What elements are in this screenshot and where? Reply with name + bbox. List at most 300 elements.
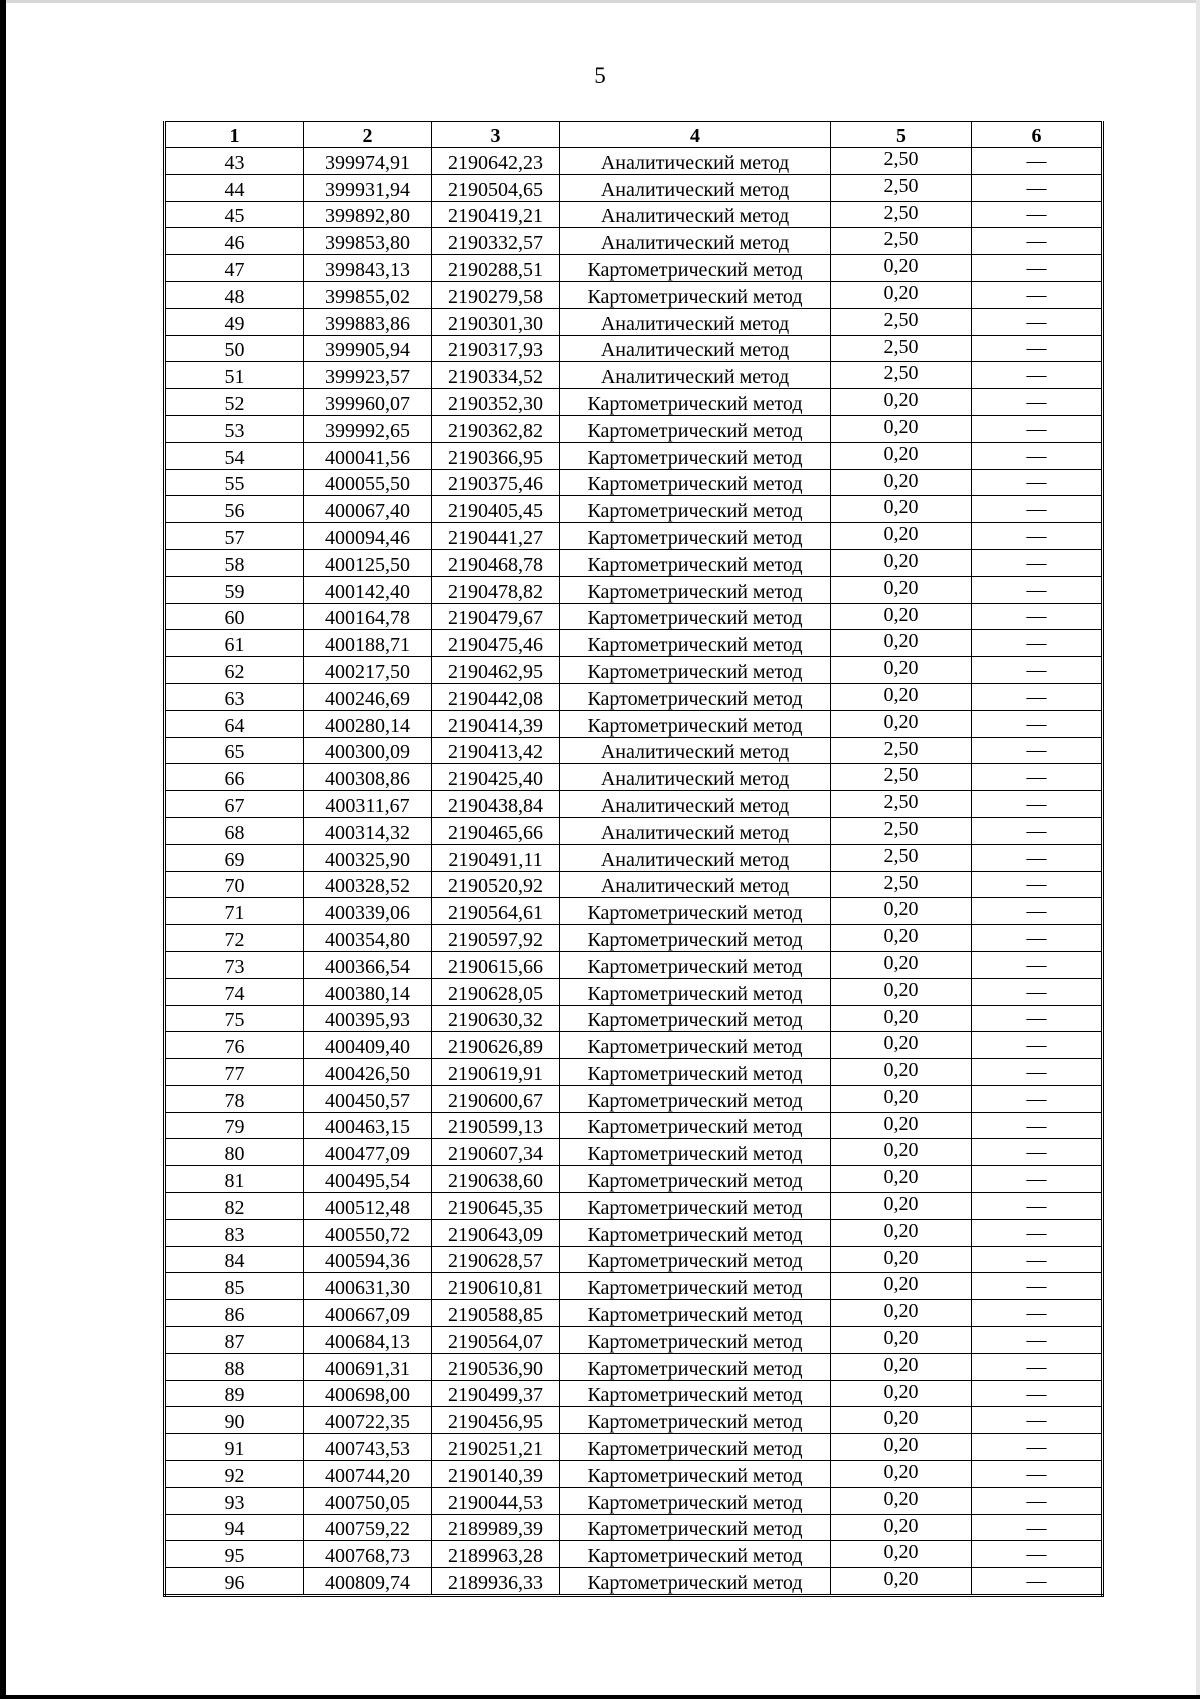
point-number-cell: 91 (165, 1434, 304, 1461)
scan-right-border (1196, 0, 1200, 1699)
y-coordinate-cell: 2190520,92 (432, 871, 560, 898)
x-coordinate-cell: 399960,07 (304, 389, 432, 416)
x-coordinate-cell: 400631,30 (304, 1273, 432, 1300)
point-number-cell: 69 (165, 844, 304, 871)
note-cell: — (972, 1487, 1103, 1514)
x-coordinate-cell: 399853,80 (304, 228, 432, 255)
method-cell: Аналитический метод (560, 844, 831, 871)
method-cell: Аналитический метод (560, 335, 831, 362)
y-coordinate-cell: 2190499,37 (432, 1380, 560, 1407)
note-cell: — (972, 1300, 1103, 1327)
y-coordinate-cell: 2190588,85 (432, 1300, 560, 1327)
point-number-cell: 46 (165, 228, 304, 255)
y-coordinate-cell: 2190597,92 (432, 925, 560, 952)
point-number-cell: 54 (165, 442, 304, 469)
method-cell: Картометрический метод (560, 1327, 831, 1354)
x-coordinate-cell: 399855,02 (304, 281, 432, 308)
y-coordinate-cell: 2190462,95 (432, 657, 560, 684)
accuracy-cell: 0,20 (831, 523, 972, 550)
note-cell: — (972, 1541, 1103, 1568)
note-cell: — (972, 469, 1103, 496)
x-coordinate-cell: 400409,40 (304, 1032, 432, 1059)
point-number-cell: 88 (165, 1353, 304, 1380)
x-coordinate-cell: 400512,48 (304, 1193, 432, 1220)
y-coordinate-cell: 2190441,27 (432, 523, 560, 550)
table-row (165, 1300, 1103, 1327)
note-cell: — (972, 1273, 1103, 1300)
accuracy-cell: 2,50 (831, 148, 972, 175)
note-cell: — (972, 871, 1103, 898)
method-cell: Аналитический метод (560, 148, 831, 175)
point-number-cell: 79 (165, 1112, 304, 1139)
accuracy-cell: 0,20 (831, 683, 972, 710)
accuracy-cell: 0,20 (831, 898, 972, 925)
point-number-cell: 80 (165, 1139, 304, 1166)
note-cell: — (972, 308, 1103, 335)
table-row (165, 1193, 1103, 1220)
x-coordinate-cell: 399883,86 (304, 308, 432, 335)
table-row (165, 1568, 1103, 1596)
scan-top-shade (0, 0, 1200, 3)
note-cell: — (972, 1514, 1103, 1541)
table-row (165, 1541, 1103, 1568)
x-coordinate-cell: 400495,54 (304, 1166, 432, 1193)
coordinates-table (163, 121, 1104, 1597)
method-cell: Картометрический метод (560, 978, 831, 1005)
method-cell: Картометрический метод (560, 1273, 831, 1300)
y-coordinate-cell: 2190044,53 (432, 1487, 560, 1514)
table-row (165, 1112, 1103, 1139)
point-number-cell: 92 (165, 1461, 304, 1488)
point-number-cell: 96 (165, 1568, 304, 1596)
table-row (165, 1246, 1103, 1273)
y-coordinate-cell: 2190442,08 (432, 683, 560, 710)
point-number-cell: 82 (165, 1193, 304, 1220)
table-row (165, 281, 1103, 308)
note-cell: — (972, 898, 1103, 925)
method-cell: Аналитический метод (560, 817, 831, 844)
accuracy-cell: 2,50 (831, 817, 972, 844)
accuracy-cell: 2,50 (831, 335, 972, 362)
accuracy-cell: 0,20 (831, 389, 972, 416)
table-row (165, 978, 1103, 1005)
table-row (165, 710, 1103, 737)
note-cell: — (972, 1380, 1103, 1407)
table-row (165, 657, 1103, 684)
accuracy-cell: 0,20 (831, 1380, 972, 1407)
table-row (165, 764, 1103, 791)
x-coordinate-cell: 400759,22 (304, 1514, 432, 1541)
y-coordinate-cell: 2190504,65 (432, 174, 560, 201)
x-coordinate-cell: 400809,74 (304, 1568, 432, 1596)
x-coordinate-cell: 400125,50 (304, 549, 432, 576)
method-cell: Картометрический метод (560, 549, 831, 576)
y-coordinate-cell: 2190628,05 (432, 978, 560, 1005)
method-cell: Картометрический метод (560, 1380, 831, 1407)
note-cell: — (972, 657, 1103, 684)
point-number-cell: 76 (165, 1032, 304, 1059)
point-number-cell: 72 (165, 925, 304, 952)
table-row (165, 603, 1103, 630)
y-coordinate-cell: 2190456,95 (432, 1407, 560, 1434)
y-coordinate-cell: 2190140,39 (432, 1461, 560, 1488)
method-cell: Картометрический метод (560, 603, 831, 630)
accuracy-cell: 0,20 (831, 1005, 972, 1032)
method-cell: Картометрический метод (560, 496, 831, 523)
x-coordinate-cell: 400594,36 (304, 1246, 432, 1273)
note-cell: — (972, 1568, 1103, 1596)
x-coordinate-cell: 400354,80 (304, 925, 432, 952)
point-number-cell: 56 (165, 496, 304, 523)
accuracy-cell: 0,20 (831, 255, 972, 282)
point-number-cell: 77 (165, 1059, 304, 1086)
point-number-cell: 51 (165, 362, 304, 389)
table-row (165, 362, 1103, 389)
table-row (165, 1487, 1103, 1514)
method-cell: Картометрический метод (560, 1407, 831, 1434)
method-cell: Картометрический метод (560, 415, 831, 442)
y-coordinate-cell: 2190301,30 (432, 308, 560, 335)
x-coordinate-cell: 400328,52 (304, 871, 432, 898)
table-header-row (165, 122, 1103, 148)
method-cell: Аналитический метод (560, 228, 831, 255)
accuracy-cell: 2,50 (831, 871, 972, 898)
accuracy-cell: 0,20 (831, 1568, 972, 1596)
table-row (165, 1005, 1103, 1032)
note-cell: — (972, 978, 1103, 1005)
accuracy-cell: 2,50 (831, 308, 972, 335)
table-row (165, 844, 1103, 871)
y-coordinate-cell: 2190438,84 (432, 791, 560, 818)
point-number-cell: 81 (165, 1166, 304, 1193)
method-cell: Картометрический метод (560, 1541, 831, 1568)
table-row (165, 174, 1103, 201)
note-cell: — (972, 255, 1103, 282)
page-number: 5 (594, 63, 606, 88)
note-cell: — (972, 1434, 1103, 1461)
y-coordinate-cell: 2189989,39 (432, 1514, 560, 1541)
x-coordinate-cell: 400691,31 (304, 1353, 432, 1380)
note-cell: — (972, 1219, 1103, 1246)
method-cell: Картометрический метод (560, 576, 831, 603)
accuracy-cell: 0,20 (831, 1085, 972, 1112)
point-number-cell: 74 (165, 978, 304, 1005)
y-coordinate-cell: 2190638,60 (432, 1166, 560, 1193)
accuracy-cell: 0,20 (831, 1166, 972, 1193)
note-cell: — (972, 1059, 1103, 1086)
note-cell: — (972, 389, 1103, 416)
point-number-cell: 87 (165, 1327, 304, 1354)
table-body (165, 148, 1103, 1596)
point-number-cell: 64 (165, 710, 304, 737)
method-cell: Картометрический метод (560, 1487, 831, 1514)
table-row (165, 228, 1103, 255)
x-coordinate-cell: 399931,94 (304, 174, 432, 201)
y-coordinate-cell: 2190645,35 (432, 1193, 560, 1220)
table-row (165, 201, 1103, 228)
table-row (165, 683, 1103, 710)
accuracy-cell: 2,50 (831, 362, 972, 389)
note-cell: — (972, 844, 1103, 871)
y-coordinate-cell: 2190491,11 (432, 844, 560, 871)
point-number-cell: 55 (165, 469, 304, 496)
y-coordinate-cell: 2190279,58 (432, 281, 560, 308)
x-coordinate-cell: 400314,32 (304, 817, 432, 844)
note-cell: — (972, 496, 1103, 523)
method-cell: Аналитический метод (560, 764, 831, 791)
table-row (165, 871, 1103, 898)
method-cell: Картометрический метод (560, 1059, 831, 1086)
accuracy-cell: 0,20 (831, 1219, 972, 1246)
method-cell: Картометрический метод (560, 1032, 831, 1059)
method-cell: Картометрический метод (560, 1112, 831, 1139)
method-cell: Аналитический метод (560, 201, 831, 228)
x-coordinate-cell: 399905,94 (304, 335, 432, 362)
table-row (165, 255, 1103, 282)
x-coordinate-cell: 400426,50 (304, 1059, 432, 1086)
y-coordinate-cell: 2190405,45 (432, 496, 560, 523)
table-row (165, 1434, 1103, 1461)
accuracy-cell: 2,50 (831, 844, 972, 871)
accuracy-cell: 0,20 (831, 496, 972, 523)
accuracy-cell: 0,20 (831, 1407, 972, 1434)
y-coordinate-cell: 2190599,13 (432, 1112, 560, 1139)
y-coordinate-cell: 2190600,67 (432, 1085, 560, 1112)
note-cell: — (972, 710, 1103, 737)
method-cell: Аналитический метод (560, 362, 831, 389)
note-cell: — (972, 1461, 1103, 1488)
point-number-cell: 47 (165, 255, 304, 282)
method-cell: Картометрический метод (560, 1085, 831, 1112)
x-coordinate-cell: 400477,09 (304, 1139, 432, 1166)
table-row (165, 1059, 1103, 1086)
x-coordinate-cell: 400380,14 (304, 978, 432, 1005)
y-coordinate-cell: 2190334,52 (432, 362, 560, 389)
note-cell: — (972, 1112, 1103, 1139)
note-cell: — (972, 630, 1103, 657)
table-row (165, 898, 1103, 925)
y-coordinate-cell: 2190607,34 (432, 1139, 560, 1166)
accuracy-cell: 0,20 (831, 978, 972, 1005)
point-number-cell: 95 (165, 1541, 304, 1568)
y-coordinate-cell: 2190478,82 (432, 576, 560, 603)
point-number-cell: 57 (165, 523, 304, 550)
x-coordinate-cell: 400067,40 (304, 496, 432, 523)
accuracy-cell: 2,50 (831, 764, 972, 791)
x-coordinate-cell: 400164,78 (304, 603, 432, 630)
note-cell: — (972, 1085, 1103, 1112)
note-cell: — (972, 1246, 1103, 1273)
table-row (165, 1461, 1103, 1488)
y-coordinate-cell: 2189936,33 (432, 1568, 560, 1596)
point-number-cell: 58 (165, 549, 304, 576)
y-coordinate-cell: 2190366,95 (432, 442, 560, 469)
method-cell: Аналитический метод (560, 174, 831, 201)
table-row (165, 549, 1103, 576)
accuracy-cell: 0,20 (831, 603, 972, 630)
point-number-cell: 86 (165, 1300, 304, 1327)
x-coordinate-cell: 400768,73 (304, 1541, 432, 1568)
table-row (165, 1139, 1103, 1166)
method-cell: Картометрический метод (560, 925, 831, 952)
point-number-cell: 45 (165, 201, 304, 228)
method-cell: Картометрический метод (560, 898, 831, 925)
method-cell: Картометрический метод (560, 255, 831, 282)
method-cell: Картометрический метод (560, 1005, 831, 1032)
x-coordinate-cell: 400300,09 (304, 737, 432, 764)
accuracy-cell: 0,20 (831, 1032, 972, 1059)
method-cell: Картометрический метод (560, 951, 831, 978)
accuracy-cell: 0,20 (831, 1487, 972, 1514)
y-coordinate-cell: 2190425,40 (432, 764, 560, 791)
y-coordinate-cell: 2190414,39 (432, 710, 560, 737)
x-coordinate-cell: 400308,86 (304, 764, 432, 791)
note-cell: — (972, 228, 1103, 255)
y-coordinate-cell: 2190332,57 (432, 228, 560, 255)
method-cell: Картометрический метод (560, 1166, 831, 1193)
table-row (165, 951, 1103, 978)
note-cell: — (972, 1032, 1103, 1059)
x-coordinate-cell: 400698,00 (304, 1380, 432, 1407)
accuracy-cell: 0,20 (831, 1327, 972, 1354)
table-row (165, 1273, 1103, 1300)
x-coordinate-cell: 400246,69 (304, 683, 432, 710)
y-coordinate-cell: 2190362,82 (432, 415, 560, 442)
method-cell: Картометрический метод (560, 523, 831, 550)
x-coordinate-cell: 400094,46 (304, 523, 432, 550)
y-coordinate-cell: 2189963,28 (432, 1541, 560, 1568)
column-header-2: 2 (304, 122, 432, 148)
note-cell: — (972, 1005, 1103, 1032)
column-header-5: 5 (831, 122, 972, 148)
accuracy-cell: 2,50 (831, 791, 972, 818)
point-number-cell: 89 (165, 1380, 304, 1407)
accuracy-cell: 0,20 (831, 951, 972, 978)
table-row (165, 1032, 1103, 1059)
column-header-3: 3 (432, 122, 560, 148)
method-cell: Картометрический метод (560, 710, 831, 737)
note-cell: — (972, 1327, 1103, 1354)
accuracy-cell: 0,20 (831, 1353, 972, 1380)
accuracy-cell: 0,20 (831, 1300, 972, 1327)
method-cell: Картометрический метод (560, 1246, 831, 1273)
table-row (165, 148, 1103, 175)
method-cell: Картометрический метод (560, 1193, 831, 1220)
x-coordinate-cell: 400055,50 (304, 469, 432, 496)
method-cell: Картометрический метод (560, 1353, 831, 1380)
method-cell: Картометрический метод (560, 281, 831, 308)
note-cell: — (972, 951, 1103, 978)
x-coordinate-cell: 400366,54 (304, 951, 432, 978)
point-number-cell: 83 (165, 1219, 304, 1246)
table-row (165, 496, 1103, 523)
point-number-cell: 66 (165, 764, 304, 791)
note-cell: — (972, 362, 1103, 389)
x-coordinate-cell: 400743,53 (304, 1434, 432, 1461)
table-row (165, 308, 1103, 335)
y-coordinate-cell: 2190626,89 (432, 1032, 560, 1059)
method-cell: Аналитический метод (560, 308, 831, 335)
table-row (165, 1380, 1103, 1407)
point-number-cell: 52 (165, 389, 304, 416)
accuracy-cell: 0,20 (831, 1193, 972, 1220)
scan-bottom-border (0, 1695, 1200, 1699)
method-cell: Картометрический метод (560, 630, 831, 657)
table-row (165, 335, 1103, 362)
x-coordinate-cell: 399892,80 (304, 201, 432, 228)
accuracy-cell: 0,20 (831, 710, 972, 737)
accuracy-cell: 2,50 (831, 201, 972, 228)
note-cell: — (972, 523, 1103, 550)
x-coordinate-cell: 399992,65 (304, 415, 432, 442)
accuracy-cell: 0,20 (831, 281, 972, 308)
accuracy-cell: 0,20 (831, 1139, 972, 1166)
note-cell: — (972, 683, 1103, 710)
point-number-cell: 50 (165, 335, 304, 362)
column-header-1: 1 (165, 122, 304, 148)
accuracy-cell: 0,20 (831, 1434, 972, 1461)
y-coordinate-cell: 2190536,90 (432, 1353, 560, 1380)
point-number-cell: 49 (165, 308, 304, 335)
method-cell: Аналитический метод (560, 871, 831, 898)
x-coordinate-cell: 400339,06 (304, 898, 432, 925)
accuracy-cell: 2,50 (831, 737, 972, 764)
column-header-4: 4 (560, 122, 831, 148)
point-number-cell: 68 (165, 817, 304, 844)
y-coordinate-cell: 2190630,32 (432, 1005, 560, 1032)
point-number-cell: 62 (165, 657, 304, 684)
note-cell: — (972, 576, 1103, 603)
table-row (165, 737, 1103, 764)
accuracy-cell: 0,20 (831, 549, 972, 576)
accuracy-cell: 0,20 (831, 925, 972, 952)
x-coordinate-cell: 400311,67 (304, 791, 432, 818)
note-cell: — (972, 603, 1103, 630)
table-row (165, 469, 1103, 496)
x-coordinate-cell: 400750,05 (304, 1487, 432, 1514)
note-cell: — (972, 174, 1103, 201)
accuracy-cell: 0,20 (831, 1541, 972, 1568)
x-coordinate-cell: 400667,09 (304, 1300, 432, 1327)
note-cell: — (972, 281, 1103, 308)
x-coordinate-cell: 400280,14 (304, 710, 432, 737)
note-cell: — (972, 764, 1103, 791)
point-number-cell: 65 (165, 737, 304, 764)
y-coordinate-cell: 2190352,30 (432, 389, 560, 416)
x-coordinate-cell: 400395,93 (304, 1005, 432, 1032)
table-row (165, 415, 1103, 442)
y-coordinate-cell: 2190468,78 (432, 549, 560, 576)
accuracy-cell: 0,20 (831, 576, 972, 603)
table-row (165, 1327, 1103, 1354)
point-number-cell: 75 (165, 1005, 304, 1032)
note-cell: — (972, 925, 1103, 952)
method-cell: Картометрический метод (560, 442, 831, 469)
table-row (165, 1407, 1103, 1434)
table-row (165, 1219, 1103, 1246)
table-row (165, 389, 1103, 416)
y-coordinate-cell: 2190375,46 (432, 469, 560, 496)
accuracy-cell: 0,20 (831, 630, 972, 657)
note-cell: — (972, 1407, 1103, 1434)
method-cell: Картометрический метод (560, 1568, 831, 1596)
x-coordinate-cell: 400217,50 (304, 657, 432, 684)
point-number-cell: 93 (165, 1487, 304, 1514)
table-row (165, 817, 1103, 844)
x-coordinate-cell: 400722,35 (304, 1407, 432, 1434)
method-cell: Аналитический метод (560, 791, 831, 818)
note-cell: — (972, 148, 1103, 175)
